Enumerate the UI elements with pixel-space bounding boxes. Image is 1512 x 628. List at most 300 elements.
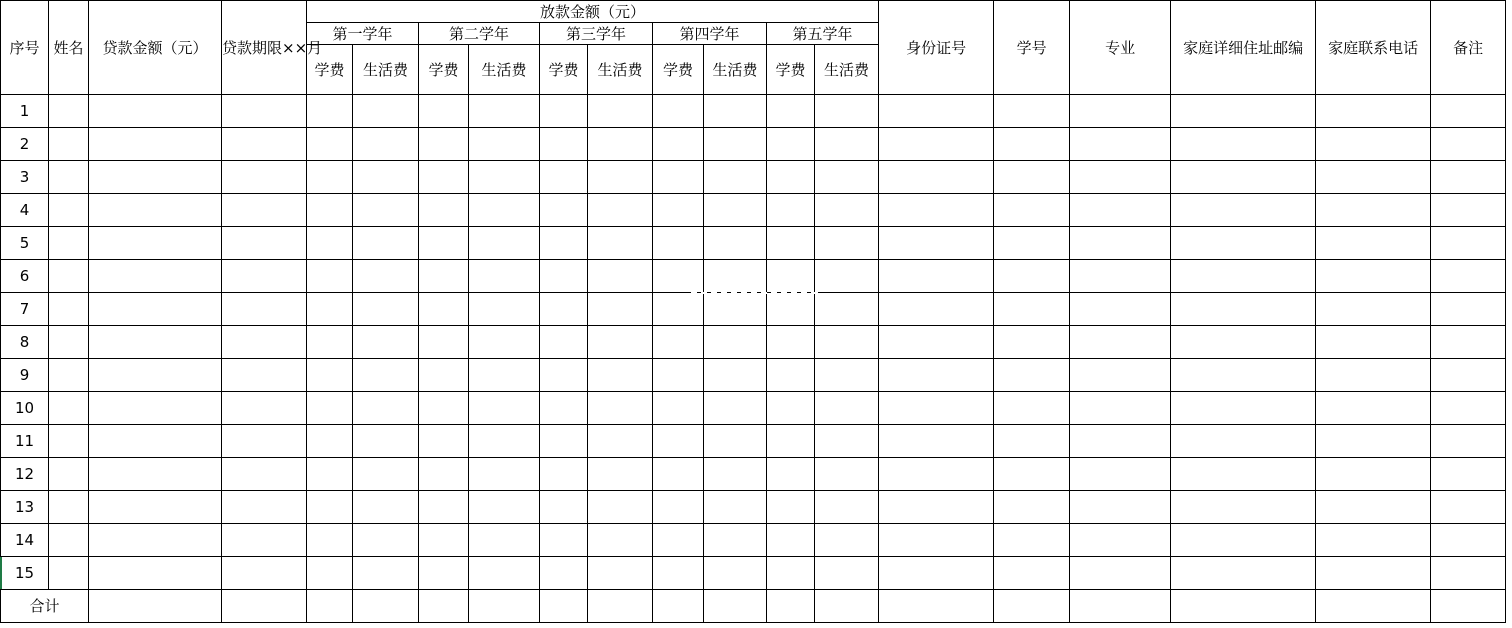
table-cell[interactable] [1171, 392, 1316, 425]
table-cell[interactable] [1316, 293, 1431, 326]
table-cell[interactable] [1070, 392, 1171, 425]
table-cell[interactable] [222, 260, 307, 293]
table-cell[interactable] [879, 326, 994, 359]
table-cell[interactable] [89, 293, 222, 326]
table-cell[interactable] [704, 326, 767, 359]
header-tuition-4[interactable] [653, 45, 704, 95]
table-cell[interactable] [307, 194, 353, 227]
table-cell[interactable] [419, 557, 469, 590]
row-number-cell[interactable]: 7 [1, 293, 49, 326]
table-cell[interactable] [815, 161, 879, 194]
table-cell[interactable] [222, 128, 307, 161]
table-cell[interactable] [767, 227, 815, 260]
table-cell[interactable] [469, 260, 540, 293]
table-cell[interactable] [1431, 128, 1506, 161]
table-cell[interactable] [1070, 458, 1171, 491]
table-cell[interactable] [89, 557, 222, 590]
table-cell[interactable] [653, 95, 704, 128]
table-cell[interactable] [653, 458, 704, 491]
table-cell[interactable] [353, 161, 419, 194]
row-number-cell[interactable]: 4 [1, 194, 49, 227]
table-cell[interactable] [540, 491, 588, 524]
table-cell[interactable] [588, 293, 653, 326]
table-cell[interactable] [1070, 227, 1171, 260]
table-cell[interactable] [588, 524, 653, 557]
table-cell[interactable] [89, 458, 222, 491]
table-cell[interactable] [704, 194, 767, 227]
table-cell[interactable] [653, 392, 704, 425]
table-cell[interactable] [49, 128, 89, 161]
header-living-3[interactable] [588, 45, 653, 95]
table-cell[interactable] [222, 557, 307, 590]
table-cell[interactable] [653, 194, 704, 227]
table-cell[interactable] [653, 557, 704, 590]
table-cell[interactable] [222, 491, 307, 524]
table-cell[interactable] [994, 425, 1070, 458]
table-cell[interactable] [767, 557, 815, 590]
table-cell[interactable] [994, 524, 1070, 557]
header-tuition-5[interactable] [767, 45, 815, 95]
table-cell[interactable] [469, 128, 540, 161]
table-cell[interactable] [419, 458, 469, 491]
table-cell[interactable] [353, 128, 419, 161]
table-cell[interactable] [1171, 359, 1316, 392]
table-cell[interactable] [815, 260, 879, 293]
table-cell[interactable] [353, 194, 419, 227]
header-loan-amount[interactable] [89, 1, 222, 95]
table-cell[interactable] [1316, 557, 1431, 590]
header-living-2[interactable] [469, 45, 540, 95]
table-cell[interactable] [540, 95, 588, 128]
table-cell[interactable] [1171, 425, 1316, 458]
table-cell[interactable] [1431, 491, 1506, 524]
table-cell[interactable] [767, 95, 815, 128]
table-cell[interactable] [994, 128, 1070, 161]
table-cell[interactable] [588, 326, 653, 359]
table-cell[interactable] [49, 161, 89, 194]
table-cell[interactable] [307, 458, 353, 491]
header-living-4[interactable] [704, 45, 767, 95]
table-cell[interactable] [419, 95, 469, 128]
table-cell[interactable] [222, 425, 307, 458]
table-cell[interactable] [588, 491, 653, 524]
table-cell[interactable] [994, 359, 1070, 392]
table-cell[interactable] [815, 293, 879, 326]
header-year-4[interactable] [653, 23, 767, 45]
table-cell[interactable] [704, 359, 767, 392]
table-cell[interactable] [704, 557, 767, 590]
table-cell[interactable] [1316, 260, 1431, 293]
table-cell[interactable] [1070, 95, 1171, 128]
table-cell[interactable] [307, 161, 353, 194]
table-cell[interactable] [419, 326, 469, 359]
table-cell[interactable] [767, 194, 815, 227]
table-cell[interactable] [307, 392, 353, 425]
table-cell[interactable] [815, 359, 879, 392]
table-cell[interactable] [353, 293, 419, 326]
table-cell[interactable] [879, 392, 994, 425]
total-cell[interactable] [540, 590, 588, 623]
table-cell[interactable] [588, 392, 653, 425]
header-id-number[interactable] [879, 1, 994, 95]
table-cell[interactable] [1070, 326, 1171, 359]
table-cell[interactable] [1171, 95, 1316, 128]
table-cell[interactable] [815, 491, 879, 524]
table-cell[interactable] [994, 458, 1070, 491]
total-cell[interactable] [419, 590, 469, 623]
table-cell[interactable] [1431, 524, 1506, 557]
table-cell[interactable] [879, 227, 994, 260]
table-cell[interactable] [307, 95, 353, 128]
table-cell[interactable] [1431, 359, 1506, 392]
table-cell[interactable] [1316, 326, 1431, 359]
table-cell[interactable] [1316, 524, 1431, 557]
header-remarks[interactable] [1431, 1, 1506, 95]
table-cell[interactable] [879, 128, 994, 161]
table-cell[interactable] [1171, 458, 1316, 491]
table-cell[interactable] [89, 194, 222, 227]
table-cell[interactable] [879, 359, 994, 392]
table-cell[interactable] [704, 425, 767, 458]
table-cell[interactable] [1431, 227, 1506, 260]
table-cell[interactable] [469, 293, 540, 326]
table-cell[interactable] [994, 227, 1070, 260]
table-cell[interactable] [1316, 95, 1431, 128]
table-cell[interactable] [353, 557, 419, 590]
header-year-5[interactable] [767, 23, 879, 45]
total-cell[interactable] [767, 590, 815, 623]
table-cell[interactable] [222, 95, 307, 128]
table-cell[interactable] [1171, 260, 1316, 293]
table-cell[interactable] [540, 524, 588, 557]
table-cell[interactable] [588, 260, 653, 293]
table-cell[interactable] [307, 491, 353, 524]
table-cell[interactable] [540, 557, 588, 590]
table-cell[interactable] [1431, 392, 1506, 425]
table-cell[interactable] [1070, 161, 1171, 194]
table-cell[interactable] [1171, 194, 1316, 227]
table-cell[interactable] [588, 557, 653, 590]
table-cell[interactable] [540, 293, 588, 326]
table-cell[interactable] [767, 260, 815, 293]
table-cell[interactable] [588, 458, 653, 491]
table-cell[interactable] [353, 326, 419, 359]
table-cell[interactable] [89, 392, 222, 425]
table-cell[interactable] [1171, 524, 1316, 557]
table-cell[interactable] [767, 293, 815, 326]
header-seq[interactable] [1, 1, 49, 95]
table-cell[interactable] [704, 491, 767, 524]
table-cell[interactable] [307, 425, 353, 458]
table-cell[interactable] [1070, 524, 1171, 557]
table-cell[interactable] [540, 260, 588, 293]
header-major[interactable] [1070, 1, 1171, 95]
table-cell[interactable] [1171, 491, 1316, 524]
table-cell[interactable] [89, 227, 222, 260]
table-cell[interactable] [767, 425, 815, 458]
table-cell[interactable] [653, 491, 704, 524]
table-cell[interactable] [815, 524, 879, 557]
total-label-cell[interactable]: 合计 [1, 590, 89, 623]
header-tuition-3[interactable] [540, 45, 588, 95]
table-cell[interactable] [704, 227, 767, 260]
header-living-1[interactable] [353, 45, 419, 95]
row-number-cell[interactable]: 12 [1, 458, 49, 491]
header-phone[interactable] [1316, 1, 1431, 95]
table-cell[interactable] [89, 260, 222, 293]
table-cell[interactable] [307, 557, 353, 590]
table-cell[interactable] [353, 392, 419, 425]
table-cell[interactable] [588, 161, 653, 194]
table-cell[interactable] [49, 458, 89, 491]
table-cell[interactable] [353, 227, 419, 260]
table-cell[interactable] [419, 392, 469, 425]
table-cell[interactable] [704, 128, 767, 161]
total-cell[interactable] [222, 590, 307, 623]
total-cell[interactable] [1070, 590, 1171, 623]
table-cell[interactable] [89, 524, 222, 557]
header-address[interactable] [1171, 1, 1316, 95]
table-cell[interactable] [222, 161, 307, 194]
row-number-cell[interactable]: 8 [1, 326, 49, 359]
table-cell[interactable] [419, 260, 469, 293]
table-cell[interactable] [653, 425, 704, 458]
table-cell[interactable] [49, 260, 89, 293]
table-cell[interactable] [540, 128, 588, 161]
table-cell[interactable] [1431, 326, 1506, 359]
table-cell[interactable] [1431, 161, 1506, 194]
table-cell[interactable] [994, 326, 1070, 359]
table-cell[interactable] [419, 194, 469, 227]
table-cell[interactable] [353, 359, 419, 392]
table-cell[interactable] [307, 326, 353, 359]
table-cell[interactable] [1316, 128, 1431, 161]
table-cell[interactable] [1316, 359, 1431, 392]
table-cell[interactable] [879, 425, 994, 458]
table-cell[interactable] [222, 326, 307, 359]
table-cell[interactable] [540, 161, 588, 194]
table-cell[interactable] [419, 293, 469, 326]
table-cell[interactable] [1316, 425, 1431, 458]
total-cell[interactable] [89, 590, 222, 623]
table-cell[interactable] [540, 458, 588, 491]
table-cell[interactable] [49, 326, 89, 359]
table-cell[interactable] [704, 161, 767, 194]
table-cell[interactable] [307, 293, 353, 326]
table-cell[interactable] [815, 392, 879, 425]
table-cell[interactable] [767, 128, 815, 161]
table-cell[interactable] [767, 491, 815, 524]
table-cell[interactable] [307, 227, 353, 260]
total-cell[interactable] [879, 590, 994, 623]
table-cell[interactable] [1431, 425, 1506, 458]
table-cell[interactable] [89, 425, 222, 458]
table-cell[interactable] [222, 359, 307, 392]
table-cell[interactable] [540, 326, 588, 359]
total-cell[interactable] [815, 590, 879, 623]
table-cell[interactable] [815, 128, 879, 161]
table-cell[interactable] [704, 524, 767, 557]
table-cell[interactable] [1431, 557, 1506, 590]
row-number-cell[interactable]: 6 [1, 260, 49, 293]
table-cell[interactable] [469, 557, 540, 590]
header-year-1[interactable] [307, 23, 419, 45]
table-cell[interactable] [767, 524, 815, 557]
row-number-cell[interactable]: 2 [1, 128, 49, 161]
table-cell[interactable] [1316, 227, 1431, 260]
table-cell[interactable] [653, 326, 704, 359]
header-year-3[interactable] [540, 23, 653, 45]
table-cell[interactable] [540, 194, 588, 227]
table-cell[interactable] [1316, 161, 1431, 194]
table-cell[interactable] [353, 491, 419, 524]
table-cell[interactable] [815, 227, 879, 260]
total-cell[interactable] [307, 590, 353, 623]
row-number-cell[interactable]: 1 [1, 95, 49, 128]
table-cell[interactable] [1431, 458, 1506, 491]
table-cell[interactable] [353, 95, 419, 128]
table-cell[interactable] [879, 293, 994, 326]
table-cell[interactable] [222, 524, 307, 557]
table-cell[interactable] [469, 392, 540, 425]
table-cell[interactable] [1431, 95, 1506, 128]
table-cell[interactable] [815, 458, 879, 491]
table-cell[interactable] [1316, 392, 1431, 425]
table-cell[interactable] [1171, 128, 1316, 161]
table-cell[interactable] [704, 293, 767, 326]
table-cell[interactable] [419, 524, 469, 557]
table-cell[interactable] [994, 260, 1070, 293]
table-cell[interactable] [49, 557, 89, 590]
table-cell[interactable] [353, 458, 419, 491]
table-cell[interactable] [1171, 227, 1316, 260]
table-cell[interactable] [540, 227, 588, 260]
total-cell[interactable] [1431, 590, 1506, 623]
table-cell[interactable] [222, 458, 307, 491]
header-release-amount[interactable] [307, 1, 879, 23]
table-cell[interactable] [307, 524, 353, 557]
table-cell[interactable] [879, 260, 994, 293]
table-cell[interactable] [49, 392, 89, 425]
header-year-2[interactable] [419, 23, 540, 45]
total-cell[interactable] [994, 590, 1070, 623]
table-cell[interactable] [419, 227, 469, 260]
table-cell[interactable] [540, 359, 588, 392]
table-cell[interactable] [879, 491, 994, 524]
table-cell[interactable] [653, 359, 704, 392]
row-number-cell[interactable]: 10 [1, 392, 49, 425]
table-cell[interactable] [1070, 260, 1171, 293]
table-cell[interactable] [767, 359, 815, 392]
table-cell[interactable] [1316, 458, 1431, 491]
table-cell[interactable] [1070, 557, 1171, 590]
table-cell[interactable] [49, 491, 89, 524]
table-cell[interactable] [89, 95, 222, 128]
table-cell[interactable] [353, 425, 419, 458]
table-cell[interactable] [89, 161, 222, 194]
table-cell[interactable] [49, 293, 89, 326]
table-cell[interactable] [307, 359, 353, 392]
row-number-cell[interactable]: 11 [1, 425, 49, 458]
total-cell[interactable] [353, 590, 419, 623]
table-cell[interactable] [1171, 557, 1316, 590]
table-cell[interactable] [994, 557, 1070, 590]
table-cell[interactable] [353, 524, 419, 557]
table-cell[interactable] [588, 359, 653, 392]
table-cell[interactable] [49, 227, 89, 260]
table-cell[interactable] [994, 95, 1070, 128]
table-cell[interactable] [49, 425, 89, 458]
table-cell[interactable] [653, 227, 704, 260]
table-cell[interactable] [704, 392, 767, 425]
table-cell[interactable] [815, 95, 879, 128]
table-cell[interactable] [1431, 293, 1506, 326]
header-living-5[interactable] [815, 45, 879, 95]
table-cell[interactable] [994, 194, 1070, 227]
table-cell[interactable] [469, 326, 540, 359]
table-cell[interactable] [419, 425, 469, 458]
total-cell[interactable] [1171, 590, 1316, 623]
table-cell[interactable] [49, 359, 89, 392]
table-cell[interactable] [815, 557, 879, 590]
table-cell[interactable] [994, 392, 1070, 425]
table-cell[interactable] [89, 359, 222, 392]
table-cell[interactable] [307, 128, 353, 161]
table-cell[interactable] [1070, 194, 1171, 227]
table-cell[interactable] [540, 425, 588, 458]
total-cell[interactable] [653, 590, 704, 623]
table-cell[interactable] [222, 194, 307, 227]
table-cell[interactable] [469, 491, 540, 524]
table-cell[interactable] [1171, 161, 1316, 194]
table-cell[interactable] [419, 161, 469, 194]
header-loan-term[interactable] [222, 1, 323, 95]
table-cell[interactable] [49, 194, 89, 227]
table-cell[interactable] [1431, 260, 1506, 293]
table-cell[interactable] [1070, 359, 1171, 392]
header-tuition-2[interactable] [419, 45, 469, 95]
table-cell[interactable] [879, 458, 994, 491]
row-number-cell[interactable]: 5 [1, 227, 49, 260]
table-cell[interactable] [307, 260, 353, 293]
table-cell[interactable] [1070, 425, 1171, 458]
table-cell[interactable] [469, 95, 540, 128]
table-cell[interactable] [815, 194, 879, 227]
table-cell[interactable] [767, 392, 815, 425]
row-number-cell[interactable]: 14 [1, 524, 49, 557]
total-cell[interactable] [704, 590, 767, 623]
table-cell[interactable] [540, 392, 588, 425]
table-cell[interactable] [879, 524, 994, 557]
total-cell[interactable] [1316, 590, 1431, 623]
row-number-cell[interactable]: 9 [1, 359, 49, 392]
table-cell[interactable] [879, 161, 994, 194]
table-cell[interactable] [1171, 293, 1316, 326]
table-cell[interactable] [588, 95, 653, 128]
table-cell[interactable] [469, 194, 540, 227]
table-cell[interactable] [222, 293, 307, 326]
header-student-no[interactable] [994, 1, 1070, 95]
table-cell[interactable] [994, 161, 1070, 194]
table-cell[interactable] [1316, 194, 1431, 227]
table-cell[interactable] [704, 95, 767, 128]
table-cell[interactable] [588, 425, 653, 458]
table-cell[interactable] [49, 524, 89, 557]
table-cell[interactable] [588, 227, 653, 260]
table-cell[interactable] [704, 458, 767, 491]
table-cell[interactable] [653, 161, 704, 194]
table-cell[interactable] [89, 491, 222, 524]
